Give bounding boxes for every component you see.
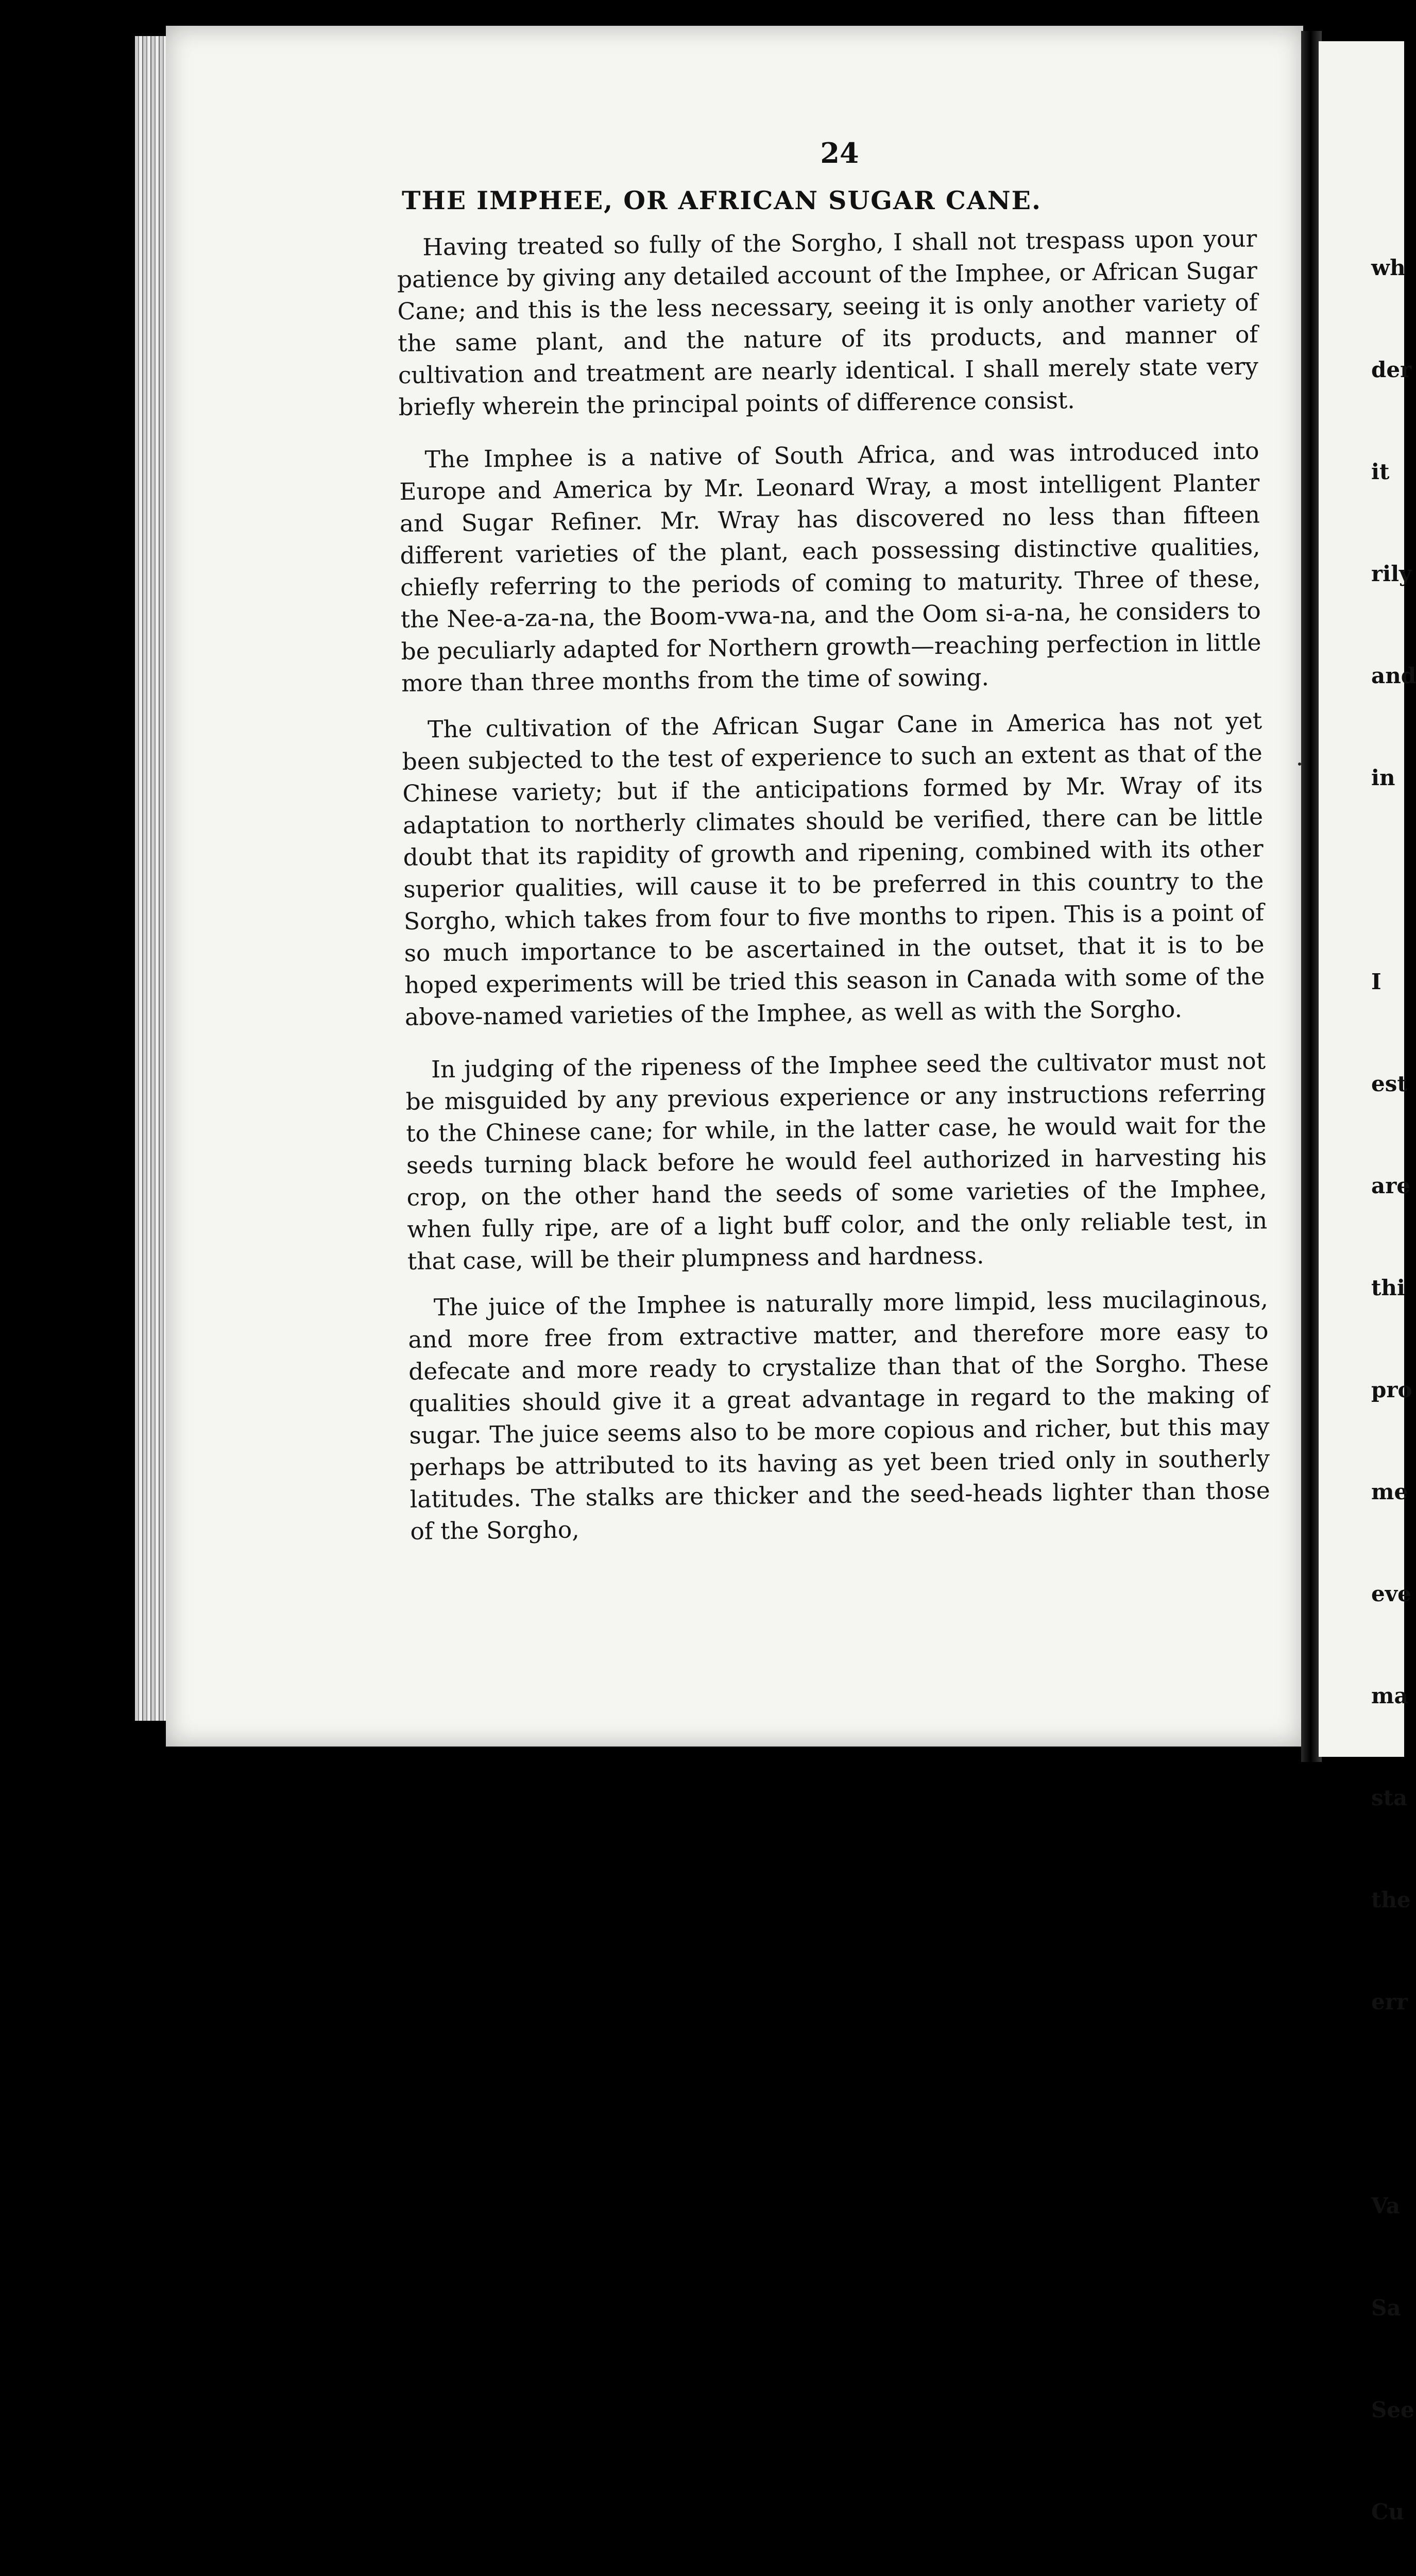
facing-fragment: Cu [1371, 2499, 1404, 2524]
facing-fragment [1371, 2087, 1412, 2121]
facing-fragment: the [1371, 1887, 1411, 1912]
facing-fragment: rily [1371, 561, 1412, 586]
body-text [397, 223, 1271, 1568]
facing-fragment: See [1371, 2397, 1414, 2422]
facing-fragment: sta [1371, 1785, 1408, 1810]
facing-fragment: are [1371, 1173, 1411, 1198]
facing-fragment: thi [1371, 1275, 1405, 1300]
facing-fragment: it [1371, 459, 1390, 484]
facing-fragment: est [1371, 1071, 1407, 1096]
ink-speck [1298, 762, 1301, 766]
paragraph-2: The Imphee is a native of South Africa, and was introduced into Europe and America by Mr. Leonard Wray, a most intelligent Planter and Sugar Refiner. Mr. Wray has discovered no less than fifteen different varieties of the plant, each possessing distinctive qualities, chiefly referring to the periods of coming to maturity. Three of these, the Nee-a-za-na, the Boom-vwa-na, and the Oom si-a-na, he considers to be peculiarly adapted for Northern growth—reaching perfection in little more than three months from the time of sowing. [399, 437, 1261, 697]
facing-fragment: eve [1371, 1581, 1411, 1606]
facing-fragment: ma [1371, 1683, 1408, 1708]
facing-fragment: der [1371, 357, 1412, 382]
facing-fragment: wh [1371, 255, 1406, 280]
paragraph-5: The juice of the Imphee is naturally more limpid, less mucilaginous, and more free from extractive matter, and therefore more easy to defecate and more ready to crystalize than that of the Sorgho. These qualities should give it a great advantage in regard to the making of sugar. The juice seems also to be more copious and richer, but this may perhaps be attributed to its having as yet been tried only in southerly latitudes. The stalks are thicker and the seed-heads lighter than those of the Sorgho, [408, 1285, 1270, 1545]
chapter-title: THE IMPHEE, OR AFRICAN SUGAR CANE. [402, 185, 1042, 215]
facing-fragment: pro [1371, 1377, 1412, 1402]
facing-fragment [1371, 863, 1412, 897]
paragraph-1: Having treated so fully of the Sorgho, I shall not trespass upon your patience by giving any detailed account of the Imphee, or African Sugar Cane; and this is the less necessary, seeing it is only another variety of the same plant, and the nature of its products, and manner of cultivation and treatment are nearly identical. I shall merely state very briefly wherein the principal points of difference consist. [397, 225, 1259, 421]
paragraph-4: In judging of the ripeness of the Imphee seed the cultivator must not be misguided by any previous experience or any instructions referring to the Chinese cane; for while, in the latter case, he would wait for the seeds turning black before he would feel authorized in harvesting his crop, on the other hand the seeds of some varieties of the Imphee, when fully ripe, are of a light buff color, and the only reliable test, in that case, will be their plumpness and hardness. [405, 1047, 1268, 1275]
facing-fragment: and [1371, 663, 1416, 688]
facing-fragment: me [1371, 1479, 1408, 1504]
facing-fragment: Sa [1371, 2295, 1401, 2320]
page-number: 24 [820, 137, 859, 170]
facing-fragment: err [1371, 1989, 1408, 2014]
facing-page-text [1371, 183, 1416, 2576]
paragraph-3: The cultivation of the African Sugar Cane in America has not yet been subjected to the test of experience to such an extent as that of the Chinese variety; but if the anticipations formed by Mr. Wray of its adaptation to northerly climates should be verified, there can be little doubt that its rapidity of growth and ripening, combined with its other superior qualities, will cause it to be preferred in this country to the Sorgho, which takes from four to five months to ripen. This is a point of so much importance to be ascertained in the outset, that it is to be hoped experiments will be tried this season in Canada with some of the above-named varieties of the Imphee, as well as with the Sorgho. [402, 707, 1265, 1031]
facing-fragment: I [1371, 969, 1381, 994]
facing-fragment: in [1371, 765, 1395, 790]
facing-fragment: Va [1371, 2193, 1400, 2218]
